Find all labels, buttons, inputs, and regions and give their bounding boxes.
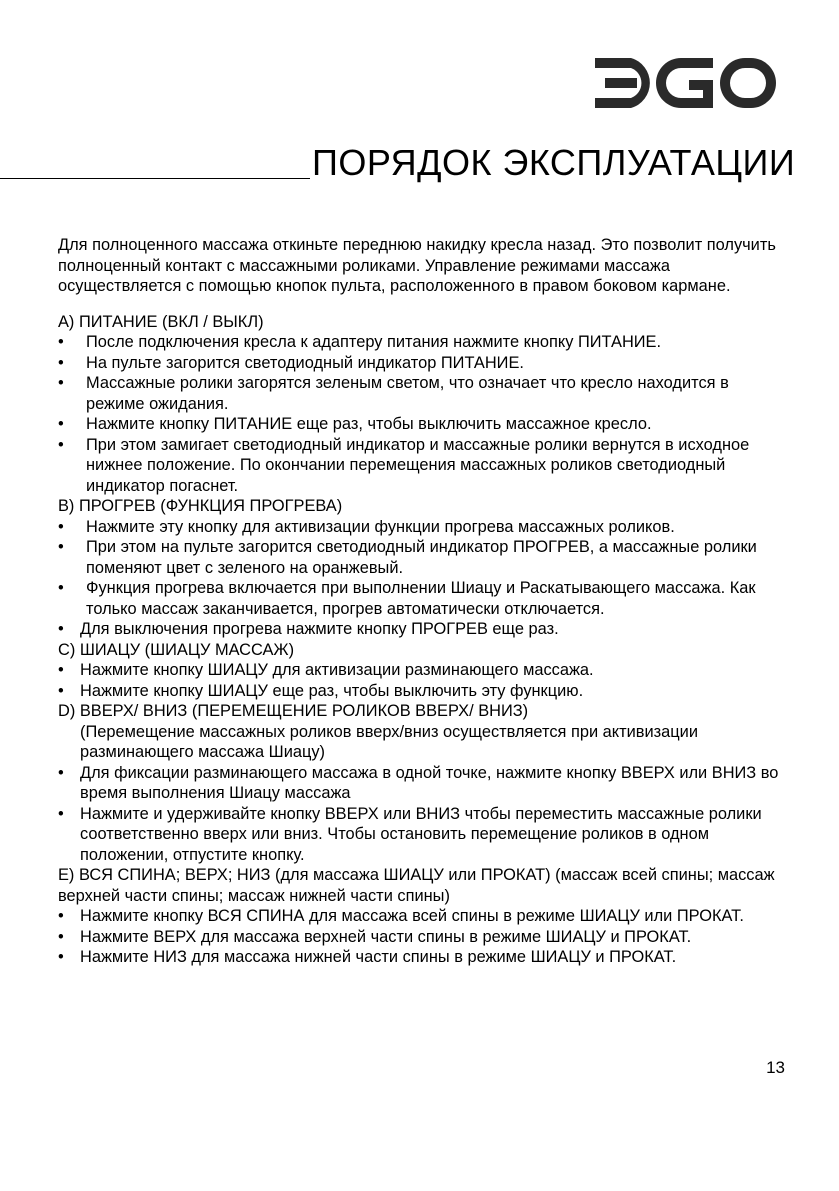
list-item: • Нажмите кнопку ПИТАНИЕ еще раз, чтобы выключить массажное кресло. (58, 414, 788, 435)
list-item: • После подключения кресла к адаптеру питания нажмите кнопку ПИТАНИЕ. (58, 332, 788, 353)
page-number: 13 (766, 1058, 785, 1077)
section-back-zones (58, 865, 788, 968)
page-title: ПОРЯДОК ЭКСПЛУАТАЦИИ (312, 142, 796, 183)
logo-letter-o (720, 58, 776, 108)
intro-paragraph: Для полноценного массажа откиньте переднюю накидку кресла назад. Это позволит получить полноценный контакт с массажными роликами. Управление режимами массажа осуществляется с помощью кнопок пульта, расположенного в правом боковом кармане. (58, 236, 776, 295)
section-heading: C) ШИАЦУ (ШИАЦУ МАССАЖ) (58, 640, 295, 659)
list-item: • При этом замигает светодиодный индикатор и массажные ролики вернутся в исходное нижнее положение. По окончании перемещения массажных роликов светодиодный индикатор погаснет. (58, 435, 788, 497)
section-note: (Перемещение массажных роликов вверх/вниз осуществляется при активизации разминающего массажа Шиацу) (80, 722, 698, 761)
list-item: • Нажмите эту кнопку для активизации функции прогрева массажных роликов. (58, 517, 788, 538)
list-item: • Функция прогрева включается при выполнении Шиацу и Раскатывающего массажа. Как только массаж заканчивается, прогрев автоматически отключается. (58, 578, 788, 619)
section-power (58, 312, 788, 497)
list-item: • При этом на пульте загорится светодиодный индикатор ПРОГРЕВ, а массажные ролики поменяют цвет с зеленого на оранжевый. (58, 537, 788, 578)
logo-letter-e-reversed (595, 58, 650, 108)
list-item: • Для фиксации разминающего массажа в одной точке, нажмите кнопку ВВЕРХ или ВНИЗ во время выполнения Шиацу массажа (58, 763, 788, 804)
list-item: • Нажмите ВЕРХ для массажа верхней части спины в режиме ШИАЦУ и ПРОКАТ. (58, 927, 788, 948)
section-up-down (58, 701, 788, 865)
list-item: • Нажмите и удерживайте кнопку ВВЕРХ или ВНИЗ чтобы переместить массажные ролики соответственно вверх или вниз. Чтобы остановить перемещение роликов в одном положении, отпустите кнопку. (58, 804, 788, 866)
section-heading: B) ПРОГРЕВ (ФУНКЦИЯ ПРОГРЕВА) (58, 497, 343, 515)
instructions-body (58, 235, 788, 968)
logo-letter-g (656, 58, 713, 108)
section-heading: A) ПИТАНИЕ (ВКЛ / ВЫКЛ) (58, 312, 264, 331)
list-item: • На пульте загорится светодиодный индикатор ПИТАНИЕ. (58, 353, 788, 374)
section-shiatsu (58, 640, 788, 702)
section-heading: E) ВСЯ СПИНА; ВЕРХ; НИЗ (для массажа ШИАЦУ или ПРОКАТ) (массаж всей спины; массаж верхней части спины; массаж нижней части спины) (58, 866, 775, 905)
list-item: • Для выключения прогрева нажмите кнопку ПРОГРЕВ еще раз. (58, 619, 788, 640)
list-item: • Нажмите кнопку ВСЯ СПИНА для массажа всей спины в режиме ШИАЦУ или ПРОКАТ. (58, 906, 788, 927)
brand-logo (591, 50, 781, 116)
list-item: • Нажмите кнопку ШИАЦУ еще раз, чтобы выключить эту функцию. (58, 681, 788, 702)
section-heading: D) ВВЕРХ/ ВНИЗ (ПЕРЕМЕЩЕНИЕ РОЛИКОВ ВВЕРХ/ ВНИЗ) (58, 702, 529, 720)
title-rule (0, 178, 310, 179)
list-item: • Нажмите НИЗ для массажа нижней части спины в режиме ШИАЦУ и ПРОКАТ. (58, 947, 788, 968)
section-heating (58, 496, 788, 640)
list-item: • Массажные ролики загорятся зеленым светом, что означает что кресло находится в режиме ожидания. (58, 373, 788, 414)
list-item: • Нажмите кнопку ШИАЦУ для активизации разминающего массажа. (58, 660, 788, 681)
